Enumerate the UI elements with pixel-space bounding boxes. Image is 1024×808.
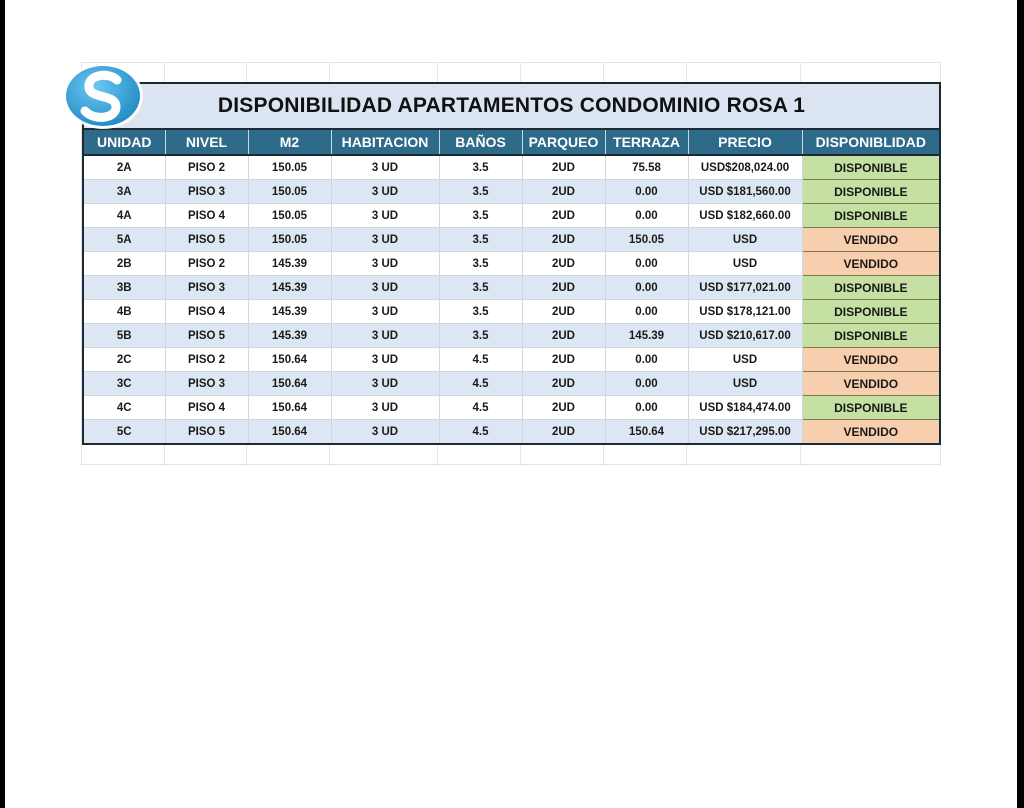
cell-nivel: PISO 5 [165,228,248,252]
table-row [83,180,940,204]
table-body [83,155,940,444]
cell-habitacion: 3 UD [331,252,439,276]
cell-terraza: 150.64 [605,420,688,445]
table-row [83,252,940,276]
cell-unidad: 3B [83,276,165,300]
cell-m2: 150.64 [248,372,331,396]
cell-habitacion: 3 UD [331,228,439,252]
cell-precio: USD $217,295.00 [688,420,802,445]
cell-m2: 145.39 [248,324,331,348]
cell-terraza: 0.00 [605,204,688,228]
cell-parqueo: 2UD [522,228,605,252]
cell-parqueo: 2UD [522,372,605,396]
cell-banos: 3.5 [439,252,522,276]
cell-habitacion: 3 UD [331,324,439,348]
cell-parqueo: 2UD [522,324,605,348]
cell-terraza: 0.00 [605,252,688,276]
cell-banos: 3.5 [439,180,522,204]
table-title: DISPONIBILIDAD APARTAMENTOS CONDOMINIO ROSA 1 [83,83,940,129]
table-row [83,372,940,396]
cell-habitacion: 3 UD [331,396,439,420]
column-header-precio: PRECIO [688,129,802,155]
cell-banos: 3.5 [439,228,522,252]
cell-precio: USD$208,024.00 [688,155,802,180]
cell-banos: 3.5 [439,204,522,228]
table-row [83,396,940,420]
cell-m2: 150.05 [248,155,331,180]
status-badge: VENDIDO [802,372,940,396]
cell-nivel: PISO 3 [165,372,248,396]
cell-nivel: PISO 3 [165,180,248,204]
cell-m2: 150.05 [248,228,331,252]
status-badge: DISPONIBLE [802,155,940,180]
cell-m2: 150.64 [248,420,331,445]
cell-nivel: PISO 4 [165,204,248,228]
column-header-m2: M2 [248,129,331,155]
cell-banos: 3.5 [439,300,522,324]
cell-habitacion: 3 UD [331,300,439,324]
cell-nivel: PISO 2 [165,155,248,180]
status-badge: DISPONIBLE [802,276,940,300]
cell-nivel: PISO 4 [165,300,248,324]
cell-terraza: 150.05 [605,228,688,252]
cell-banos: 4.5 [439,420,522,445]
cell-m2: 150.05 [248,204,331,228]
table-row [83,228,940,252]
table-row [83,348,940,372]
cell-terraza: 0.00 [605,300,688,324]
table-row [83,276,940,300]
cell-terraza: 0.00 [605,276,688,300]
cell-habitacion: 3 UD [331,180,439,204]
cell-banos: 4.5 [439,396,522,420]
cell-precio: USD $210,617.00 [688,324,802,348]
cell-unidad: 2A [83,155,165,180]
cell-unidad: 4C [83,396,165,420]
column-header-row [83,129,940,155]
cell-banos: 4.5 [439,348,522,372]
table-row [83,420,940,445]
cell-parqueo: 2UD [522,300,605,324]
cell-nivel: PISO 5 [165,420,248,445]
cell-precio: USD [688,252,802,276]
sheet-gridline [81,464,941,465]
s-logo-icon [61,61,147,133]
cell-nivel: PISO 5 [165,324,248,348]
cell-habitacion: 3 UD [331,204,439,228]
sheet-gridline [81,62,941,63]
cell-m2: 145.39 [248,276,331,300]
cell-habitacion: 3 UD [331,348,439,372]
cell-precio: USD $177,021.00 [688,276,802,300]
cell-banos: 3.5 [439,276,522,300]
cell-precio: USD $181,560.00 [688,180,802,204]
column-header-unidad: UNIDAD [83,129,165,155]
cell-parqueo: 2UD [522,396,605,420]
table-row [83,300,940,324]
cell-habitacion: 3 UD [331,276,439,300]
cell-terraza: 75.58 [605,155,688,180]
cell-parqueo: 2UD [522,348,605,372]
cell-m2: 150.64 [248,396,331,420]
cell-terraza: 145.39 [605,324,688,348]
cell-unidad: 3C [83,372,165,396]
cell-precio: USD $184,474.00 [688,396,802,420]
cell-unidad: 2B [83,252,165,276]
cell-parqueo: 2UD [522,155,605,180]
cell-unidad: 3A [83,180,165,204]
status-badge: VENDIDO [802,420,940,445]
column-header-nivel: NIVEL [165,129,248,155]
cell-habitacion: 3 UD [331,372,439,396]
cell-unidad: 5A [83,228,165,252]
status-badge: VENDIDO [802,252,940,276]
cell-parqueo: 2UD [522,204,605,228]
cell-unidad: 5C [83,420,165,445]
status-badge: VENDIDO [802,348,940,372]
cell-parqueo: 2UD [522,180,605,204]
cell-habitacion: 3 UD [331,155,439,180]
status-badge: DISPONIBLE [802,396,940,420]
cell-parqueo: 2UD [522,252,605,276]
status-badge: DISPONIBLE [802,180,940,204]
table-row [83,324,940,348]
cell-banos: 3.5 [439,324,522,348]
cell-unidad: 4B [83,300,165,324]
cell-precio: USD [688,228,802,252]
cell-terraza: 0.00 [605,348,688,372]
column-header-habitacion: HABITACION [331,129,439,155]
cell-precio: USD $178,121.00 [688,300,802,324]
column-header-parqueo: PARQUEO [522,129,605,155]
cell-habitacion: 3 UD [331,420,439,445]
availability-table [82,82,941,445]
cell-banos: 4.5 [439,372,522,396]
cell-banos: 3.5 [439,155,522,180]
cell-nivel: PISO 2 [165,348,248,372]
cell-parqueo: 2UD [522,276,605,300]
column-header-banos: BAÑOS [439,129,522,155]
cell-m2: 145.39 [248,252,331,276]
cell-precio: USD [688,372,802,396]
column-header-disponibilidad: DISPONIBLIDAD [802,129,940,155]
status-badge: VENDIDO [802,228,940,252]
cell-parqueo: 2UD [522,420,605,445]
cell-nivel: PISO 2 [165,252,248,276]
cell-unidad: 4A [83,204,165,228]
cell-terraza: 0.00 [605,180,688,204]
status-badge: DISPONIBLE [802,324,940,348]
cell-precio: USD $182,660.00 [688,204,802,228]
cell-unidad: 5B [83,324,165,348]
cell-nivel: PISO 3 [165,276,248,300]
cell-precio: USD [688,348,802,372]
column-header-terraza: TERRAZA [605,129,688,155]
cell-m2: 150.64 [248,348,331,372]
cell-nivel: PISO 4 [165,396,248,420]
table-row [83,155,940,180]
table-row [83,204,940,228]
status-badge: DISPONIBLE [802,204,940,228]
cell-m2: 150.05 [248,180,331,204]
cell-terraza: 0.00 [605,372,688,396]
cell-unidad: 2C [83,348,165,372]
cell-m2: 145.39 [248,300,331,324]
cell-terraza: 0.00 [605,396,688,420]
status-badge: DISPONIBLE [802,300,940,324]
